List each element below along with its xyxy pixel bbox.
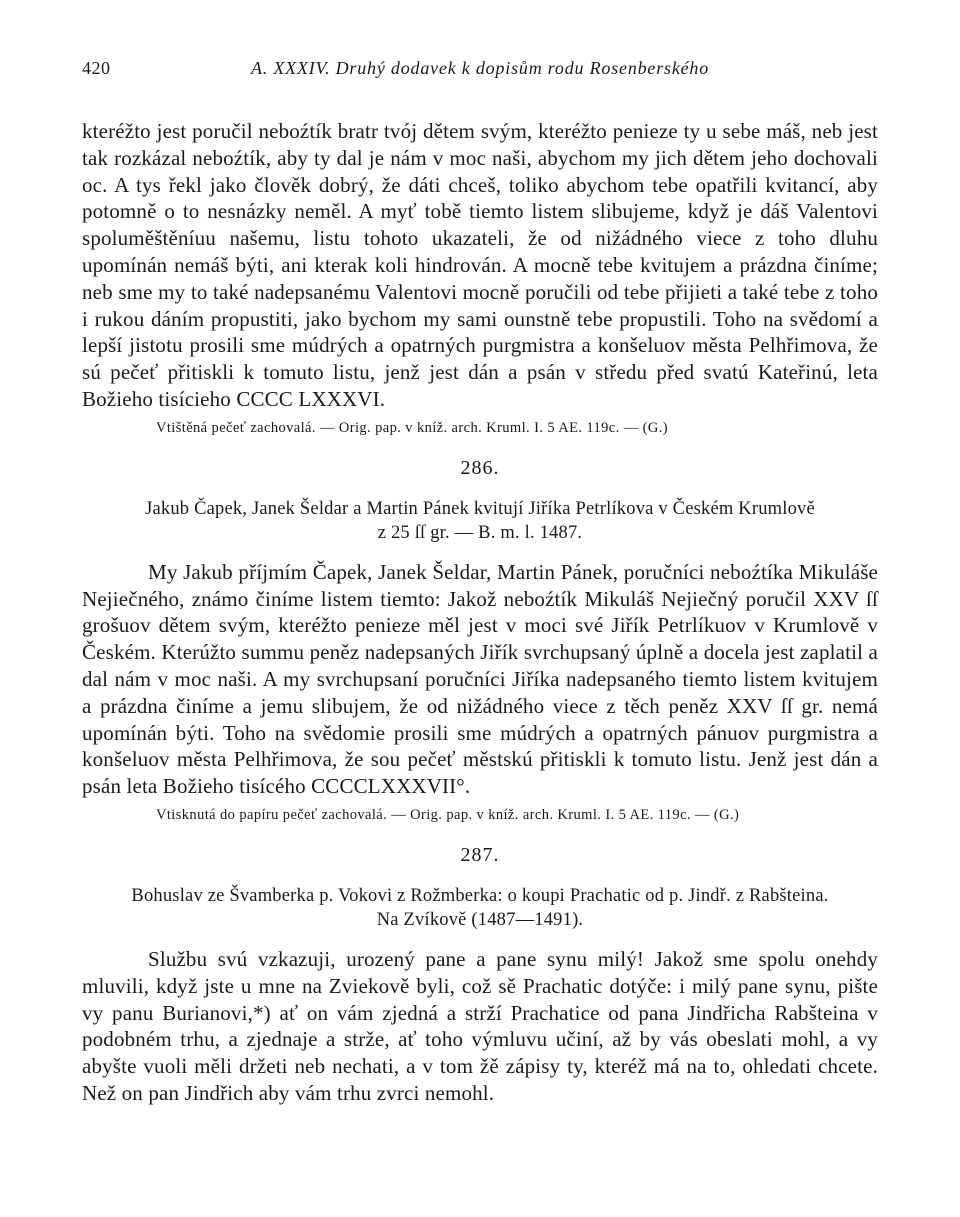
regest-line: Na Zvíkově (1487—1491).	[376, 909, 584, 930]
document-286	[82, 457, 878, 824]
document-regest	[82, 884, 878, 932]
document-number: 287.	[460, 843, 500, 866]
document-text: My Jakub příjmím Čapek, Janek Šeldar, Martin Pánek, poručníci neboźtíka Mikuláše Nejiečného, známo činíme listem tiemto: Jakož neboźtík Mikuláš Nejiečný poručil XXV ſſ grošuov dětem svým, kteréžto penieze měl jest v moci své Jiřík Petrlíkuov v Krumlově v Českém. Kterúžto summu peněz nadepsaných Jiřík svrchupsaný úplně a docela jest zaplatil a dal nám v moc naši. A my svrchupsaní poručníci Jiříka nadepsaného tiemto listem kvitujem a prázdna činíme a jemu slibujem, že od nižádného viece z těch peněz XXV ſſ gr. nemá upomínán býti. Toho na svědomie prosili sme múdrých a opatrných pánuov purgmistra a konšeluov města Pelhřimova, že sou pečeť městskú přitiskli k tomuto listu. Jenž jest dán a psán leta Božieho tisícého CCCCLXXXVII°.	[82, 559, 878, 799]
continuation-archival-note: Vtištěná pečeť zachovalá. — Orig. pap. v kníž. arch. Kruml. I. 5 AE. 119c. — (G.)	[156, 419, 668, 436]
document-regest	[82, 497, 878, 545]
regest-line: z 25 ſſ gr. — B. m. l. 1487.	[377, 522, 583, 543]
document-287	[82, 844, 878, 1107]
document-text: Službu svú vzkazuji, urozený pane a pane synu milý! Jakož sme spolu onehdy mluvili, když jste u mne na Zviekově byli, což sě Prachatic dotýče: i milý pane synu, pište vy panu Burianovi,*) ať on vám zjedná a strží Prachatice od pana Jindřicha Rabšteina v podobném trhu, a zjednaje a strže, ať toho výmluvu učiní, až by vás obeslati mohl, a vy abyšte vuoli měli držeti neb nechati, a v tom žě zápisy ty, kteréž má na to, ohledati chcete. Než on pan Jindřich aby vám trhu zvrci nemohl.	[82, 946, 878, 1105]
regest-line: Bohuslav ze Švamberka p. Vokovi z Rožmberka: o koupi Prachatic od p. Jindř. z Rabšteina.	[131, 885, 829, 906]
continuation-block	[82, 118, 878, 437]
continuation-paragraph: kteréžto jest poručil neboźtík bratr tvój dětem svým, kteréžto penieze ty u sebe máš, neb jest tak rozkázal neboźtík, aby ty dal je nám v moc naši, abychom my jich dětem jeho dochovali oc. A tys řekl jako člověk dobrý, že dáti chceš, toliko abychom tebe opatřili kvitancí, aby potomně o to nesnázky neměl. A myť tobě tiemto listem slibujeme, když je dáš Valentovi spoluměštěníuu našemu, listu tohoto ukazateli, že od nižádného viece z toho dluhu upomínán nemáš býti, ani kterak koli hindrován. A mocně tebe kvitujem a prázdna činíme; neb sme my to také nadepsanému Valentovi mocně poručili od tebe přijieti a také tebe z toho i rukou dáním propustiti, jako bychom my sami ounstně tebe propustili. Toho na svědomí a lepší jistotu prosili sme múdrých a opatrných purgmistra a konšeluov města Pelhřimova, že sú pečeť přitiskli k tomuto listu, jenž jest dán a psán v středu před svatú Kateřinú, leta Božieho tisícieho CCCC LXXXVI.	[82, 119, 878, 411]
archival-note: Vtisknutá do papíru pečeť zachovalá. — Orig. pap. v kníž. arch. Kruml. I. 5 AE. 119c. — (G.)	[156, 806, 740, 823]
page	[82, 58, 878, 1107]
running-header	[82, 58, 878, 88]
regest-line: Jakub Čapek, Janek Šeldar a Martin Pánek kvitují Jiříka Petrlíkova v Českém Krumlově	[145, 498, 815, 519]
document-number: 286.	[460, 456, 500, 479]
page-number: 420	[82, 58, 111, 78]
running-title: A. XXXIV. Druhý dodavek k dopisům rodu Rosenberského	[250, 58, 709, 78]
